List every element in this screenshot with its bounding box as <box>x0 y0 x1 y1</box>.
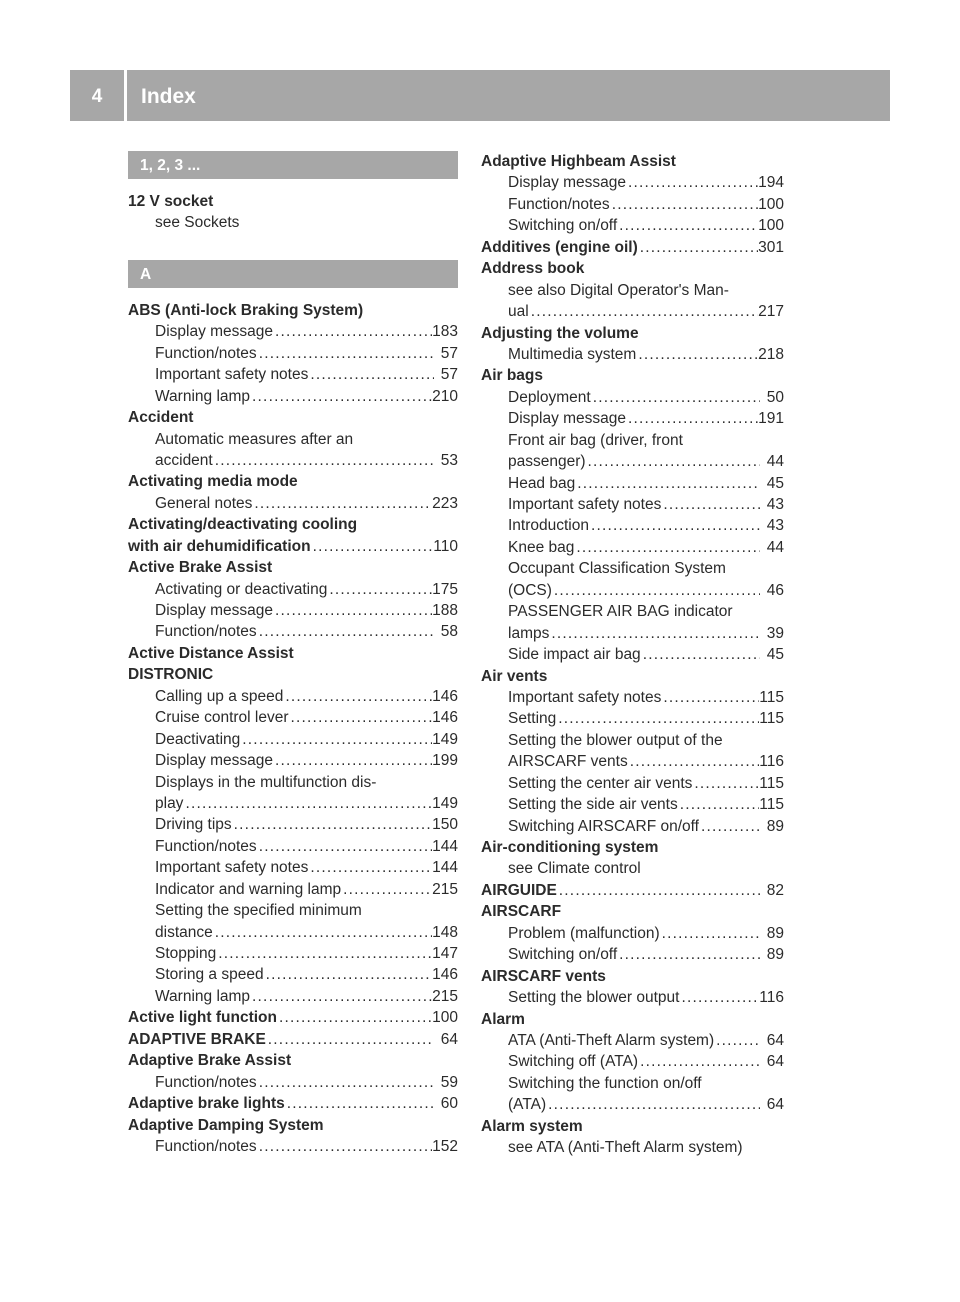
index-entry[interactable] <box>481 237 784 258</box>
page-reference[interactable]: 39 <box>766 624 784 642</box>
dot-leader <box>660 923 760 944</box>
dot-leader <box>250 986 432 1007</box>
dot-leader <box>240 729 432 750</box>
page-reference[interactable]: 89 <box>766 946 784 964</box>
page-reference[interactable]: 58 <box>440 623 458 641</box>
page-reference[interactable]: 44 <box>766 453 784 471</box>
entry-label: Adaptive brake lights <box>128 1095 285 1113</box>
index-heading: Air bags <box>481 367 544 385</box>
dot-leader <box>575 473 760 494</box>
index-heading: Adaptive Brake Assist <box>128 1052 292 1070</box>
page-reference[interactable]: 223 <box>432 494 458 512</box>
index-subentry[interactable] <box>481 1051 784 1072</box>
entry-label: Setting <box>508 710 557 728</box>
page-reference[interactable]: 64 <box>766 1053 784 1071</box>
index-subentry[interactable] <box>481 301 784 322</box>
index-subentry[interactable] <box>128 1136 458 1157</box>
index-entry[interactable] <box>128 536 458 557</box>
dot-leader <box>586 451 760 472</box>
page-reference[interactable]: 146 <box>432 966 458 984</box>
entry-label: Setting the center air vents <box>508 774 693 792</box>
index-subentry[interactable] <box>481 644 784 665</box>
dot-leader <box>264 964 433 985</box>
index-subentry[interactable] <box>481 408 784 429</box>
index-subentry[interactable] <box>481 816 784 837</box>
entry-label: Problem (malfunction) <box>508 924 660 942</box>
index-heading: 12 V socket <box>128 193 214 210</box>
page-reference[interactable]: 150 <box>432 816 458 834</box>
index-subentry[interactable] <box>128 686 458 707</box>
page-reference[interactable]: 43 <box>766 517 784 535</box>
page-reference[interactable]: 60 <box>440 1095 458 1113</box>
page-reference[interactable]: 50 <box>766 388 784 406</box>
page-reference[interactable]: 59 <box>440 1073 458 1091</box>
dot-leader <box>661 494 760 515</box>
index-subentry[interactable] <box>128 922 458 943</box>
index-subentry[interactable] <box>481 172 784 193</box>
index-heading: Active Distance Assist <box>128 644 294 662</box>
page-reference[interactable]: 218 <box>758 345 784 363</box>
entry-label: Additives (engine oil) <box>481 238 638 256</box>
index-subentry[interactable] <box>481 451 784 472</box>
entry-label: ADAPTIVE BRAKE <box>128 1030 266 1048</box>
dot-leader <box>266 1029 434 1050</box>
index-subentry[interactable] <box>481 537 784 558</box>
entry-label: Display message <box>155 752 274 770</box>
index-subentry[interactable] <box>481 473 784 494</box>
dot-leader <box>213 922 432 943</box>
dot-leader <box>628 751 760 772</box>
page-reference[interactable]: 100 <box>758 195 784 213</box>
dot-leader <box>546 1094 760 1115</box>
entry-label: Storing a speed <box>155 966 264 984</box>
entry-label: Important safety notes <box>508 496 662 513</box>
index-heading: Adaptive Highbeam Assist <box>481 153 676 170</box>
dot-leader <box>183 793 432 814</box>
dot-leader <box>699 816 760 837</box>
dot-leader <box>257 1136 432 1157</box>
index-subentry-text: Front air bag (driver, front <box>508 431 683 449</box>
entry-label: General notes <box>155 494 253 512</box>
entry-label: Indicator and warning lamp <box>155 880 342 898</box>
entry-label: Cruise control lever <box>155 709 289 727</box>
entry-label: ATA (Anti-Theft Alarm system) <box>508 1031 715 1049</box>
dot-leader <box>252 493 432 514</box>
page-reference[interactable]: 57 <box>440 366 458 384</box>
index-subentry[interactable] <box>128 1072 458 1093</box>
page-reference[interactable]: 116 <box>759 989 784 1007</box>
index-subentry[interactable] <box>128 343 458 364</box>
index-subentry[interactable] <box>128 793 458 814</box>
index-subentry[interactable] <box>481 751 784 772</box>
index-subentry[interactable] <box>481 987 784 1008</box>
index-subentry[interactable] <box>128 986 458 1007</box>
dot-leader <box>617 215 758 236</box>
dot-leader <box>308 857 432 878</box>
index-subentry-text: see Climate control <box>508 860 641 878</box>
entry-label: Setting the side air vents <box>508 796 678 814</box>
page-reference[interactable]: 64 <box>766 1096 784 1114</box>
index-entry[interactable] <box>128 1029 458 1050</box>
page-reference[interactable]: 301 <box>758 238 784 256</box>
dot-leader <box>638 237 758 258</box>
dot-leader <box>692 773 759 794</box>
dot-leader <box>714 1030 760 1051</box>
entry-label: with air dehumidification <box>128 537 311 555</box>
index-subentry[interactable] <box>128 364 458 385</box>
entry-label: Display message <box>155 602 274 619</box>
index-subentry[interactable] <box>481 623 784 644</box>
dot-leader <box>626 172 758 193</box>
dot-leader <box>617 944 760 965</box>
page-reference[interactable]: 57 <box>440 344 458 362</box>
index-subentry[interactable] <box>481 494 784 515</box>
page-reference[interactable]: 116 <box>759 753 784 771</box>
index-subentry-text: Automatic measures after an <box>155 430 354 448</box>
index-subentry-text: Setting the specified minimum <box>155 902 362 920</box>
page-reference[interactable]: 148 <box>432 923 458 941</box>
entry-label: Important safety notes <box>155 366 309 384</box>
page-reference[interactable]: 147 <box>432 945 458 962</box>
page-reference[interactable]: 210 <box>432 387 458 405</box>
index-heading: AIRSCARF <box>481 903 562 921</box>
entry-label: (OCS) <box>508 581 552 599</box>
entry-label: (ATA) <box>508 1096 547 1114</box>
entry-label: Stopping <box>155 945 217 962</box>
entry-label: Function/notes <box>155 1137 257 1155</box>
dot-leader <box>641 644 760 665</box>
page-title: Index <box>141 85 196 108</box>
entry-label: Function/notes <box>155 1073 257 1091</box>
dot-leader <box>589 515 760 536</box>
page-reference[interactable]: 115 <box>759 774 784 792</box>
dot-leader <box>610 194 758 215</box>
index-subentry[interactable] <box>128 493 458 514</box>
page-reference[interactable]: 217 <box>758 303 784 321</box>
index-entry[interactable] <box>481 880 784 901</box>
dot-leader <box>273 600 432 621</box>
entry-label: Warning lamp <box>155 387 251 405</box>
index-subentry-text: Displays in the multifunction dis- <box>155 773 377 791</box>
entry-label: lamps <box>508 624 550 642</box>
entry-label: Driving tips <box>155 816 232 834</box>
dot-leader <box>257 836 432 857</box>
page-reference[interactable]: 53 <box>440 451 458 469</box>
dot-leader <box>232 814 432 835</box>
index-subentry-text: Occupant Classification System <box>508 560 726 578</box>
index-column-left <box>128 151 458 1157</box>
dot-leader <box>308 364 434 385</box>
dot-leader <box>327 579 432 600</box>
page-reference[interactable]: 194 <box>758 174 784 192</box>
entry-label: Warning lamp <box>155 987 251 1005</box>
entry-label: Function/notes <box>508 195 610 213</box>
index-heading: Air-conditioning system <box>481 839 659 856</box>
dot-leader <box>273 750 432 771</box>
index-heading: Adaptive Damping System <box>128 1116 324 1134</box>
index-subentry-text: Switching the function on/off <box>508 1074 702 1092</box>
entry-label: Knee bag <box>508 538 575 556</box>
page-number: 4 <box>91 86 103 107</box>
dot-leader <box>289 707 433 728</box>
dot-leader <box>556 708 759 729</box>
page-reference[interactable]: 100 <box>758 217 784 235</box>
page-reference[interactable]: 199 <box>432 752 458 770</box>
page-reference[interactable]: 64 <box>766 1031 784 1049</box>
entry-label: Important safety notes <box>155 859 309 877</box>
index-subentry-text: PASSENGER AIR BAG indicator <box>508 603 733 621</box>
index-subentry[interactable] <box>128 321 458 342</box>
index-subentry[interactable] <box>481 923 784 944</box>
dot-leader <box>311 536 434 557</box>
dot-leader <box>213 450 434 471</box>
entry-label: AIRSCARF vents <box>508 753 628 771</box>
header-divider <box>124 70 127 121</box>
dot-leader <box>661 687 759 708</box>
entry-label: Important safety notes <box>508 688 662 706</box>
page-reference[interactable]: 115 <box>759 796 784 814</box>
page-reference[interactable]: 146 <box>432 687 458 705</box>
index-column-right <box>481 151 784 1159</box>
index-heading: DISTRONIC <box>128 666 214 684</box>
entry-label: distance <box>155 923 213 941</box>
page-reference[interactable]: 89 <box>766 817 784 835</box>
index-entry[interactable] <box>128 1007 458 1028</box>
page-reference[interactable]: 183 <box>432 323 458 341</box>
index-subentry[interactable] <box>481 944 784 965</box>
entry-label: Deployment <box>508 388 591 406</box>
dot-leader <box>341 879 432 900</box>
dot-leader <box>285 1093 434 1114</box>
entry-label: Switching on/off <box>508 946 618 964</box>
page-reference[interactable]: 175 <box>432 580 458 598</box>
entry-label: passenger) <box>508 453 586 471</box>
dot-leader <box>636 344 758 365</box>
page-reference[interactable]: 215 <box>432 987 458 1005</box>
index-subentry[interactable] <box>481 387 784 408</box>
entry-label: AIRGUIDE <box>481 881 557 899</box>
index-subentry[interactable] <box>128 857 458 878</box>
entry-label: Activating or deactivating <box>155 580 328 598</box>
index-heading: Address book <box>481 260 585 278</box>
dot-leader <box>549 623 760 644</box>
page-reference[interactable]: 146 <box>432 709 458 727</box>
index-subentry[interactable] <box>128 579 458 600</box>
index-subentry[interactable] <box>128 729 458 750</box>
index-subentry[interactable] <box>481 515 784 536</box>
page-reference[interactable]: 46 <box>766 581 784 599</box>
entry-label: Function/notes <box>155 837 257 855</box>
entry-label: Side impact air bag <box>508 646 641 664</box>
page-reference[interactable]: 44 <box>766 538 784 556</box>
page-reference[interactable]: 110 <box>433 537 458 555</box>
page-reference[interactable]: 115 <box>759 688 784 706</box>
dot-leader <box>216 943 432 964</box>
index-heading: Alarm system <box>481 1117 583 1135</box>
index-subentry[interactable] <box>128 814 458 835</box>
index-heading: ABS (Anti-lock Braking System) <box>128 301 364 319</box>
index-subentry[interactable] <box>481 1030 784 1051</box>
index-subentry[interactable] <box>481 708 784 729</box>
entry-label: Display message <box>508 174 627 192</box>
entry-label: accident <box>155 451 213 469</box>
index-heading: Accident <box>128 409 194 427</box>
entry-label: Active light function <box>128 1009 277 1027</box>
index-subentry[interactable] <box>128 450 458 471</box>
entry-label: Switching AIRSCARF on/off <box>508 817 699 835</box>
index-subentry[interactable] <box>481 194 784 215</box>
dot-leader <box>277 1007 432 1028</box>
index-subentry[interactable] <box>128 600 458 621</box>
index-subentry-text: see ATA (Anti-Theft Alarm system) <box>508 1139 743 1157</box>
entry-label: Multimedia system <box>508 345 637 363</box>
dot-leader <box>257 1072 434 1093</box>
entry-label: Deactivating <box>155 730 241 748</box>
entry-label: Calling up a speed <box>155 687 284 705</box>
index-heading: AIRSCARF vents <box>481 967 606 985</box>
dot-leader <box>626 408 758 429</box>
dot-leader <box>273 321 432 342</box>
index-section-header <box>128 151 458 179</box>
page-reference[interactable]: 100 <box>432 1009 458 1027</box>
entry-label: play <box>155 794 184 812</box>
index-heading: Active Brake Assist <box>128 559 273 577</box>
index-heading: Air vents <box>481 667 548 685</box>
page-reference[interactable]: 82 <box>766 881 784 899</box>
page-reference[interactable]: 152 <box>432 1137 458 1155</box>
page-reference[interactable]: 45 <box>766 474 784 492</box>
page-reference[interactable]: 89 <box>766 924 784 942</box>
entry-label: Function/notes <box>155 623 257 641</box>
page-reference[interactable]: 188 <box>432 602 458 619</box>
entry-label: Function/notes <box>155 344 257 362</box>
dot-leader <box>552 580 760 601</box>
dot-leader <box>257 621 434 642</box>
index-subentry[interactable] <box>128 707 458 728</box>
index-heading: Alarm <box>481 1010 525 1028</box>
dot-leader <box>283 686 432 707</box>
entry-label: Display message <box>155 323 274 341</box>
page-reference[interactable]: 191 <box>758 410 784 428</box>
page-reference[interactable]: 144 <box>432 859 458 877</box>
entry-label: Setting the blower output <box>508 989 680 1007</box>
entry-label: Display message <box>508 410 627 428</box>
index-subentry[interactable] <box>481 344 784 365</box>
index-subentry-text: Setting the blower output of the <box>508 731 723 749</box>
dot-leader <box>679 987 759 1008</box>
dot-leader <box>529 301 758 322</box>
index-subentry[interactable] <box>128 750 458 771</box>
dot-leader <box>257 343 434 364</box>
section-letter: 1, 2, 3 ... <box>128 151 458 179</box>
index-subentry[interactable] <box>128 964 458 985</box>
entry-label: Switching off (ATA) <box>508 1053 639 1071</box>
index-subentry[interactable] <box>128 386 458 407</box>
dot-leader <box>638 1051 760 1072</box>
page-reference[interactable]: 115 <box>759 710 784 728</box>
page-reference[interactable]: 45 <box>766 646 784 664</box>
index-heading: Activating/deactivating cooling <box>128 516 358 534</box>
index-section-header <box>128 260 458 288</box>
page-reference[interactable]: 149 <box>432 730 458 748</box>
page-reference[interactable]: 43 <box>766 496 784 513</box>
entry-label: Introduction <box>508 517 589 535</box>
page-reference[interactable]: 64 <box>440 1030 458 1048</box>
page-reference[interactable]: 149 <box>432 794 458 812</box>
index-subentry[interactable] <box>128 943 458 964</box>
page-reference[interactable]: 144 <box>432 837 458 855</box>
dot-leader <box>591 387 760 408</box>
dot-leader <box>250 386 432 407</box>
section-letter: A <box>128 260 458 288</box>
page-reference[interactable]: 215 <box>432 880 458 898</box>
index-subentry[interactable] <box>481 773 784 794</box>
entry-label: ual <box>508 303 529 321</box>
index-entry[interactable] <box>128 1093 458 1114</box>
index-subentry[interactable] <box>128 836 458 857</box>
dot-leader <box>678 794 760 815</box>
index-subentry[interactable] <box>128 879 458 900</box>
index-subentry[interactable] <box>128 621 458 642</box>
index-subentry[interactable] <box>481 1094 784 1115</box>
entry-label: Head bag <box>508 474 576 492</box>
index-subentry[interactable] <box>481 580 784 601</box>
dot-leader <box>574 537 760 558</box>
entry-label: Switching on/off <box>508 217 618 235</box>
index-subentry[interactable] <box>481 215 784 236</box>
dot-leader <box>557 880 760 901</box>
index-subentry-text: see also Digital Operator's Man- <box>508 281 729 299</box>
index-subentry[interactable] <box>481 794 784 815</box>
index-subentry-text: see Sockets <box>155 214 240 232</box>
index-heading: Adjusting the volume <box>481 324 639 342</box>
index-heading: Activating media mode <box>128 473 298 491</box>
index-subentry[interactable] <box>481 687 784 708</box>
